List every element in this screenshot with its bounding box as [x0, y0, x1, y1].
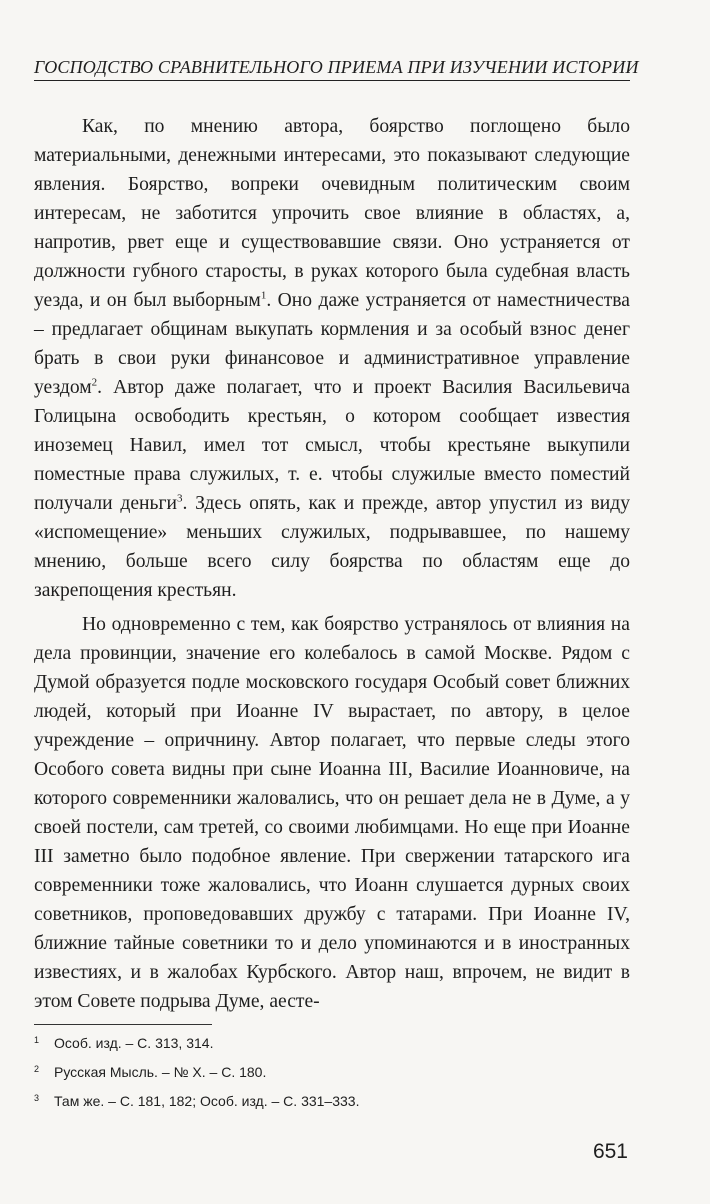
footnote-number: 2: [34, 1064, 40, 1074]
footnote-ref-3[interactable]: 3: [176, 492, 183, 505]
footnote-2: [34, 1059, 630, 1088]
footnote-text: Русская Мысль. – № X. – С. 180.: [54, 1064, 267, 1080]
running-header: ГОСПОДСТВО СРАВНИТЕЛЬНОГО ПРИЕМА ПРИ ИЗУЧЕНИИ ИСТОРИИ: [34, 57, 639, 77]
footnotes: [34, 1030, 630, 1117]
footnote-rule: [34, 1024, 212, 1025]
footnote-number: 1: [34, 1035, 40, 1045]
header-rule: [34, 80, 630, 81]
body-text: [34, 112, 630, 1016]
footnote-ref-2[interactable]: 2: [91, 376, 98, 389]
footnote-text: Особ. изд. – С. 313, 314.: [54, 1035, 214, 1051]
footnote-number: 3: [34, 1093, 40, 1103]
footnote-ref-1[interactable]: 1: [260, 289, 267, 302]
footnote-3: [34, 1088, 630, 1117]
paragraph-1: Как, по мнению автора, боярство поглощено было материальными, денежными интересами, это показывают следующие явления. Боярство, вопреки очевидным политическим своим интересам, не заботится упрочить свое влияние в областях, а, напротив, рвет еще и существовавшие связи. Оно устраняется от должности губного старосты, в руках которого была судебная власть уезда, и он был выборным$^1$. Оно даже устраняется от наместничества – предлагает общинам выкупать кормления и за особый взнос денег брать в свои руки финансовое и административное управление уездом$^2$. Автор даже полагает, что и проект Василия Васильевича Голицына освободить крестьян, о котором сообщает известия иноземец Навил, имел тот смысл, чтобы крестьяне выкупили поместные права служилых, т. е. чтобы служилые вместо поместий получали деньги$^3$. Здесь опять, как и прежде, автор упустил из виду «испомещение» меньших служилых, подрывавшее, по нашему мнению, больше всего силу боярства по областям еще до закрепощения крестьян.: [34, 116, 630, 601]
footnote-1: [34, 1030, 630, 1059]
page-number: 651: [592, 1140, 628, 1163]
footnote-text: Там же. – С. 181, 182; Особ. изд. – С. 331–333.: [54, 1093, 360, 1109]
paragraph-2: Но одновременно с тем, как боярство устранялось от влияния на дела провинции, значение его колебалось в самой Москве. Рядом с Думой образуется подле московского государя Особый совет ближних людей, который при Иоанне IV вырастает, по автору, в целое учреждение – опричнину. Автор полагает, что первые следы этого Особого совета видны при сыне Иоанна III, Василие Иоанновиче, на которого современники жаловались, что он решает дела не в Думе, а у своей постели, сам третей, со своими любимцами. Но еще при Иоанне III заметно было подобное явление. При свержении татарского ига современники тоже жаловались, что Иоанн слушается дурных своих советников, проповедовавших дружбу с татарами. При Иоанне IV, ближние тайные советники то и дело упоминаются и в иностранных известиях, и в жалобах Курбского. Автор наш, впрочем, не видит в этом Совете подрыва Думе, аесте-: [34, 614, 630, 1012]
